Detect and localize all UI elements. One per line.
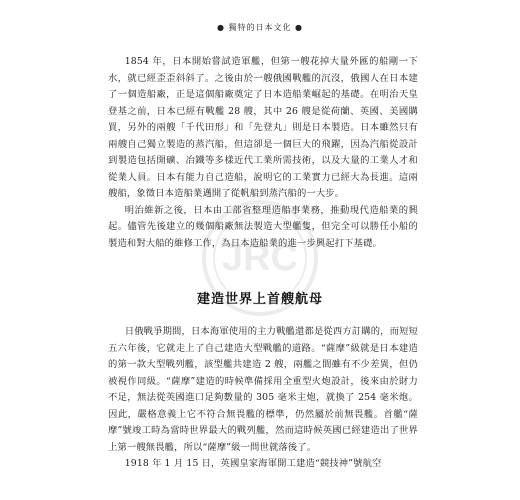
paragraph: 明治維新之後，日本由工部省整理造船事業務，推動現代造船業的興起。儘管先後建立的幾個船廠無法製造大型艦隻，但完全可以勝任小船的製造和對大船的維修工作，為日本造船業的進一步興起打下基礎。 bbox=[108, 204, 418, 249]
paragraph: 日俄戰爭期間，日本海軍使用的主力戰艦還都是從西方訂購的，而短短五六年後，它就走上了自己建造大型戰艦的道路。“薩摩”級就是日本建造的第一款大型戰列艦，該型艦共建造 2 艘，兩艦之間雖有不少差異，但仍被視作同級。“薩摩”建造的時候準備採用全重型火炮設計，後來由於財力不足，無法從英國進口足夠數量的 305 毫米主炮，就換了 254 毫米炮。因此，嚴格意義上它不符合無畏艦的標準，仍然屬於前無畏艦。首艦“薩摩”號竣工時為當時世界最大的戰列艦，然而這時候英國已經建造出了世界上第一艘無畏艦，所以“薩摩”級一問世就落後了。 bbox=[108, 326, 418, 453]
paragraph: 1918 年 1 月 15 日，英國皇家海軍開工建造“競技神”號航空 bbox=[124, 458, 382, 469]
section-heading: 建造世界上首艘航母 bbox=[196, 292, 323, 307]
section-two-body bbox=[108, 324, 418, 473]
svg-text:JRC: JRC bbox=[221, 237, 299, 279]
running-header: ● 獨特的日本文化 ● bbox=[216, 23, 304, 32]
section-one-body bbox=[108, 54, 418, 252]
paragraph: 1854 年，日本開始嘗試造軍艦，但第一艘花掉大量外匯的船剛一下水，就已經歪歪斜斜了。之後由於一艘俄國戰艦的沉沒，俄國人在日本建了一個造船廠，正是這個船廠奠定了日本造船業崛起的基礎。在明治天皇登基之前，日本已經有戰艦 28 艘，其中 26 艘是從荷蘭、英國、美國購買，另外的兩艘「千代田形」和「先登丸」則是日本製造。日本雖然只有兩艘自己獨立製造的蒸汽船，但這卻是一個巨大的飛躍，因為汽船從設計到製造包括開礦、冶鐵等多樣近代工業所需技術，以及大量的工業人才和從業人員。日本有能力自己造船，說明它的工業實力已經大為長進。這兩艘船，象徵日本造船業邁開了從帆船到蒸汽船的一大步。 bbox=[108, 56, 418, 199]
